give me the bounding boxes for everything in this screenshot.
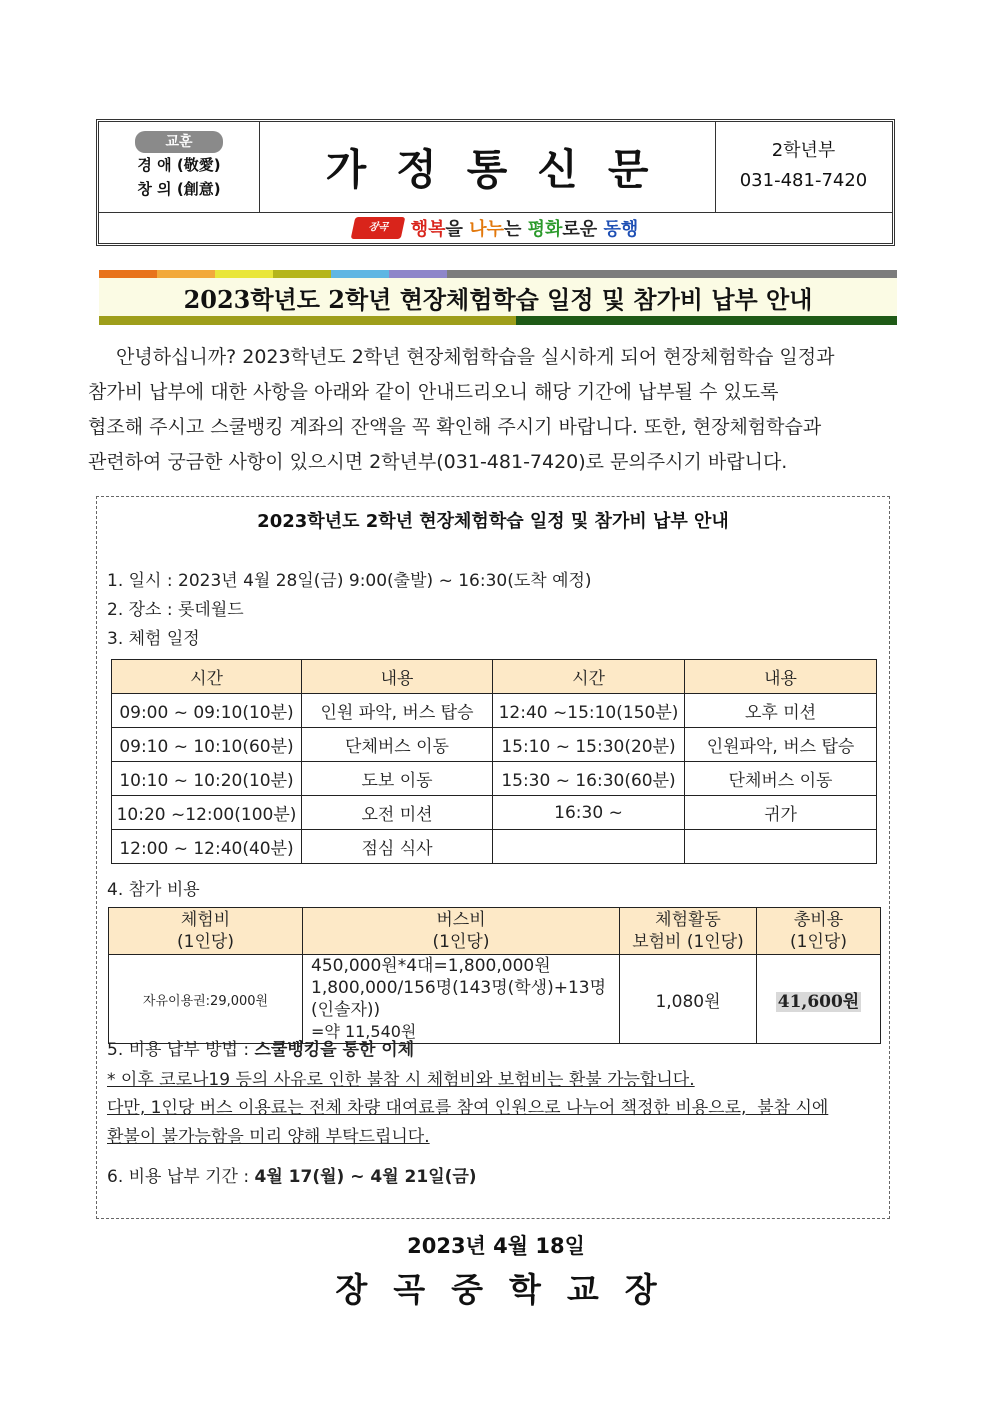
- stripe-segment: [331, 270, 389, 278]
- slogan-word: 나누: [469, 218, 504, 240]
- item-payment-period: 6. 비용 납부 기간 : 4월 17(월) ~ 4월 21일(금): [107, 1167, 477, 1187]
- table-cell: [685, 830, 877, 864]
- column-header: 내용: [302, 660, 493, 694]
- experience-fee: 자유이용권:29,000원: [109, 955, 303, 1044]
- slogan-word: 는: [503, 218, 528, 240]
- table-row: [112, 830, 877, 864]
- table-cell: 15:30 ~ 16:30(60분): [493, 762, 685, 796]
- banner-title: 2023학년도 2학년 현장체험학습 일정 및 참가비 납부 안내: [99, 278, 897, 316]
- table-cell: 도보 이동: [302, 762, 493, 796]
- table-header-row: [112, 660, 877, 694]
- stripe-segment: [215, 270, 273, 278]
- school-motto: [99, 122, 260, 212]
- table-cell: 16:30 ~: [493, 796, 685, 830]
- table-row: [112, 796, 877, 830]
- department-phone: 031-481-7420: [739, 170, 868, 191]
- table-cell: 인원 파악, 버스 탑승: [302, 694, 493, 728]
- total-fee: 41,600원: [757, 955, 881, 1044]
- bus-fee: 450,000원*4대=1,800,000원 1,800,000/156명(143명(학생)+13명(인솔자)) =약 11,540원: [303, 955, 620, 1044]
- cost-table: [108, 907, 881, 1044]
- table-cell: [493, 830, 685, 864]
- newsletter-title-cell: [259, 122, 716, 212]
- slogan-word: 평화: [527, 218, 563, 240]
- table-cell: 오후 미션: [685, 694, 877, 728]
- column-header: 체험활동 보험비 (1인당): [620, 908, 757, 955]
- stripe-segment: [516, 316, 897, 325]
- item-cost-heading: 4. 참가 비용: [107, 880, 200, 900]
- table-cell: 12:40 ~15:10(150분): [493, 694, 685, 728]
- stripe-segment: [389, 270, 447, 278]
- notice-title: 2023학년도 2학년 현장체험학습 일정 및 참가비 납부 안내: [257, 511, 729, 532]
- principal-signature: 장곡중학교장: [335, 1270, 683, 1309]
- table-row: [109, 955, 881, 1044]
- stripe-segment: [99, 270, 157, 278]
- table-cell: 10:20 ~12:00(100분): [112, 796, 302, 830]
- intro-paragraph: [88, 340, 900, 480]
- table-cell: 12:00 ~ 12:40(40분): [112, 830, 302, 864]
- item-date: 1. 일시 : 2023년 4월 28일(금) 9:00(출발) ~ 16:30(도착 예정): [107, 571, 592, 591]
- table-cell: 10:10 ~ 10:20(10분): [112, 762, 302, 796]
- table-cell: 09:00 ~ 09:10(10분): [112, 694, 302, 728]
- banner-bottom-stripe: [99, 316, 897, 325]
- table-header-row: [109, 908, 881, 955]
- column-header: 시간: [493, 660, 685, 694]
- refund-note-1: * 이후 코로나19 등의 사유로 인한 불참 시 체험비와 보험비는 환불 가능합니다.: [107, 1070, 695, 1090]
- table-cell: 단체버스 이동: [685, 762, 877, 796]
- refund-note-3: 환불이 불가능함을 미리 양해 부탁드립니다.: [107, 1127, 430, 1147]
- notice-box: [96, 496, 890, 1219]
- insurance-fee: 1,080원: [620, 955, 757, 1044]
- stripe-segment: [447, 270, 897, 278]
- refund-note-2: 다만, 1인당 버스 이용료는 전체 차량 대여료를 참여 인원으로 나누어 책정한 비용으로, 불참 시에: [107, 1098, 829, 1118]
- column-header: 체험비 (1인당): [109, 908, 303, 955]
- column-header: 내용: [685, 660, 877, 694]
- motto-line-1: 경 애 (敬愛): [137, 156, 221, 174]
- table-cell: 인원파악, 버스 탑승: [685, 728, 877, 762]
- stripe-segment: [157, 270, 215, 278]
- intro-line: 관련하여 궁금한 사항이 있으시면 2학년부(031-481-7420)로 문의주시기 바랍니다.: [88, 451, 788, 473]
- letterhead: [96, 119, 895, 246]
- title-banner: [99, 270, 897, 330]
- slogan-word: 을: [445, 218, 470, 240]
- school-logo-icon: 장곡: [350, 217, 405, 239]
- intro-line: 참가비 납부에 대한 사항을 아래와 같이 안내드리오니 해당 기간에 납부될 수 있도록: [88, 381, 779, 403]
- intro-line: 협조해 주시고 스쿨뱅킹 계좌의 잔액을 꼭 확인해 주시기 바랍니다. 또한, 현장체험학습과: [88, 416, 822, 438]
- item-schedule-heading: 3. 체험 일정: [107, 629, 200, 649]
- column-header: 총비용 (1인당): [757, 908, 881, 955]
- motto-line-2: 창 의 (創意): [137, 180, 221, 198]
- table-cell: 점심 식사: [302, 830, 493, 864]
- slogan-word: 행복: [410, 218, 446, 240]
- slogan-word: 동행: [603, 218, 639, 240]
- item-payment-method: 5. 비용 납부 방법 : 스쿨뱅킹을 통한 이체: [107, 1040, 415, 1060]
- item-place: 2. 장소 : 롯데월드: [107, 600, 244, 620]
- table-row: [112, 728, 877, 762]
- banner-top-stripe: [99, 270, 897, 278]
- table-row: [112, 694, 877, 728]
- letterhead-top-row: [99, 122, 892, 213]
- slogan-word: 로운: [562, 218, 604, 240]
- table-cell: 09:10 ~ 10:10(60분): [112, 728, 302, 762]
- department-info: [715, 122, 892, 212]
- issue-date: 2023년 4월 18일: [407, 1234, 585, 1258]
- table-cell: 오전 미션: [302, 796, 493, 830]
- column-header: 버스비 (1인당): [303, 908, 620, 955]
- stripe-segment: [273, 270, 331, 278]
- newsletter-title: 가정통신문: [325, 145, 679, 194]
- school-slogan: [99, 212, 892, 243]
- intro-line: 안녕하십니까? 2023학년도 2학년 현장체험학습을 실시하게 되어 현장체험학습 일정과: [116, 346, 835, 368]
- table-cell: 단체버스 이동: [302, 728, 493, 762]
- department-name: 2학년부: [771, 140, 836, 161]
- table-cell: 15:10 ~ 15:30(20분): [493, 728, 685, 762]
- stripe-segment: [99, 316, 516, 325]
- motto-tag: 교훈: [135, 131, 223, 153]
- table-cell: 귀가: [685, 796, 877, 830]
- table-row: [112, 762, 877, 796]
- schedule-table: [111, 659, 877, 864]
- column-header: 시간: [112, 660, 302, 694]
